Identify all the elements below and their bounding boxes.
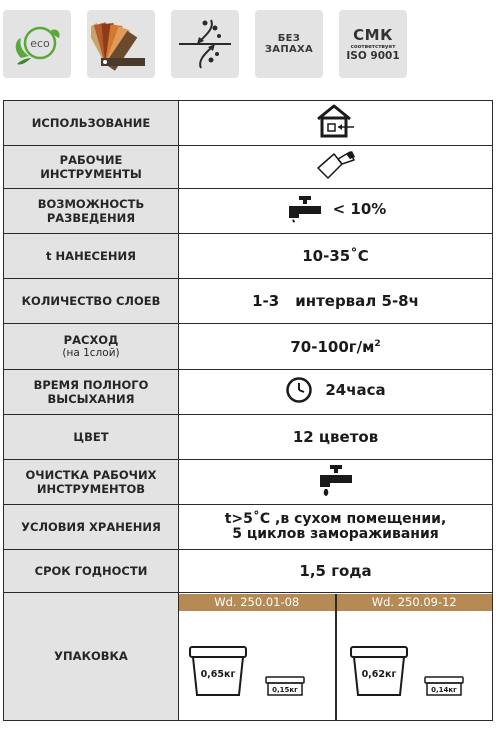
small-weight-1: 0,15кг xyxy=(271,685,298,694)
no-smell-badge xyxy=(255,10,323,78)
dilution-value xyxy=(179,189,493,234)
package-option-1 xyxy=(179,594,335,720)
dilution-label-line2: РАЗВЕДЕНИЯ xyxy=(46,211,136,225)
use-value xyxy=(179,101,493,146)
drying-label-line2: ВЫСЫХАНИЯ xyxy=(47,392,135,406)
table-row-shelf-life xyxy=(4,550,493,593)
table-row-storage xyxy=(4,505,493,550)
table-row-layers xyxy=(4,279,493,324)
drying-label-line1: ВРЕМЯ ПОЛНОГО xyxy=(33,377,149,392)
drying-label xyxy=(4,370,179,415)
faucet-drop-icon xyxy=(316,463,356,497)
shelf-life-value: 1,5 года xyxy=(179,550,493,593)
vapor-badge xyxy=(171,10,239,78)
eco-badge xyxy=(3,10,71,78)
vapor-permeable-icon xyxy=(175,14,235,74)
layers-value xyxy=(179,279,493,324)
table-row-use xyxy=(4,101,493,146)
color-label: ЦВЕТ xyxy=(4,415,179,460)
packaging-value xyxy=(179,593,493,721)
spatula-icon xyxy=(312,148,360,182)
temperature-label: t НАНЕСЕНИЯ xyxy=(4,234,179,279)
temperature-value: 10-35˚С xyxy=(179,234,493,279)
svg-text:eco: eco xyxy=(30,37,50,50)
storage-value-line1: t>5˚С ,в сухом помещении, xyxy=(224,510,447,527)
cleaning-value xyxy=(179,460,493,505)
dilution-label xyxy=(4,189,179,234)
drying-value-text: 24часа xyxy=(325,381,386,399)
spec-table xyxy=(3,100,493,721)
iso-badge xyxy=(339,10,407,78)
smk-title: СМК xyxy=(353,26,393,44)
consumption-value-sup: 2 xyxy=(374,338,381,349)
badge-row xyxy=(0,0,497,82)
bucket-icon xyxy=(180,611,334,715)
table-row-packaging xyxy=(4,593,493,721)
clock-icon xyxy=(285,376,313,404)
color-value: 12 цветов xyxy=(179,415,493,460)
tools-value xyxy=(179,146,493,189)
iso-standard: ISO 9001 xyxy=(346,50,400,62)
package-code-2: Wd. 250.09-12 xyxy=(337,594,493,611)
package-option-2 xyxy=(335,594,493,720)
bucket-weight-1: 0,65кг xyxy=(200,668,236,680)
layers-count: 1-3 xyxy=(252,292,280,310)
dilution-label-line1: ВОЗМОЖНОСТЬ xyxy=(37,196,145,211)
bucket-weight-2: 0,62кг xyxy=(361,668,397,680)
house-arrow-icon xyxy=(314,103,358,139)
table-row-dilution xyxy=(4,189,493,234)
consumption-label-line1: РАСХОД xyxy=(63,332,119,347)
dilution-value-text: < 10% xyxy=(332,200,387,218)
faucet-icon xyxy=(285,194,325,224)
table-row-temperature xyxy=(4,234,493,279)
table-row-cleaning xyxy=(4,460,493,505)
smk-subtitle: соответствует xyxy=(350,44,396,50)
table-row-tools xyxy=(4,146,493,189)
layers-interval: интервал 5-8ч xyxy=(295,292,419,310)
bucket-icon xyxy=(337,611,491,715)
cleaning-label-line1: ОЧИСТКА РАБОЧИХ xyxy=(25,467,157,482)
layers-label: КОЛИЧЕСТВО СЛОЕВ xyxy=(4,279,179,324)
palette-badge xyxy=(87,10,155,78)
packaging-label: УПАКОВКА xyxy=(4,593,179,721)
tools-label xyxy=(4,146,179,189)
shelf-life-label: СРОК ГОДНОСТИ xyxy=(4,550,179,593)
eco-leaf-icon xyxy=(7,14,67,74)
cleaning-label xyxy=(4,460,179,505)
table-row-color xyxy=(4,415,493,460)
consumption-label xyxy=(4,324,179,370)
cleaning-label-line2: ИНСТРУМЕНТОВ xyxy=(36,482,146,496)
storage-value xyxy=(179,505,493,550)
drying-value xyxy=(179,370,493,415)
no-smell-line1: БЕЗ xyxy=(277,33,301,44)
consumption-value xyxy=(179,324,493,370)
no-smell-line2: ЗАПАХА xyxy=(264,44,314,55)
color-palette-icon xyxy=(91,14,151,74)
package-code-1: Wd. 250.01-08 xyxy=(179,594,335,611)
tools-label-line1: РАБОЧИЕ xyxy=(59,152,123,167)
table-row-consumption xyxy=(4,324,493,370)
storage-value-line2: 5 циклов замораживания xyxy=(232,526,439,542)
consumption-label-line2: (на 1слой) xyxy=(62,347,120,360)
small-weight-2: 0,14кг xyxy=(431,685,458,694)
storage-label: УСЛОВИЯ ХРАНЕНИЯ xyxy=(4,505,179,550)
tools-label-line2: ИНСТРУМЕНТЫ xyxy=(40,167,142,181)
consumption-value-text: 70-100г/м xyxy=(290,337,375,356)
table-row-drying xyxy=(4,370,493,415)
use-label: ИСПОЛЬЗОВАНИЕ xyxy=(4,101,179,146)
